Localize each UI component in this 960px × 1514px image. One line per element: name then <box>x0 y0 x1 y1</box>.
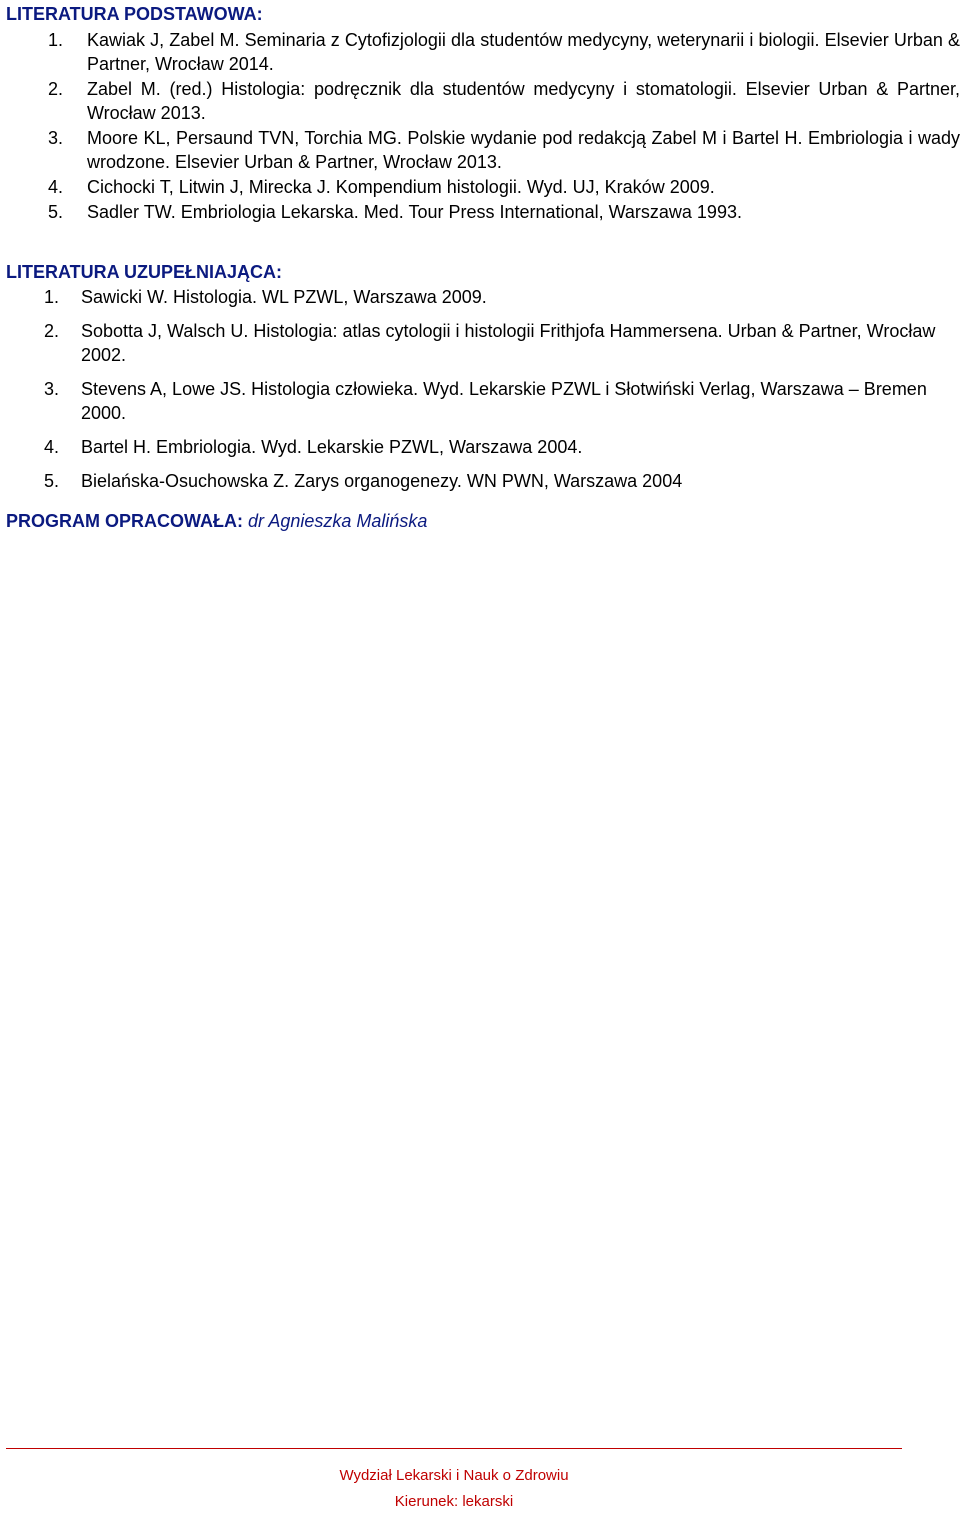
primary-literature-heading: LITERATURA PODSTAWOWA: <box>6 4 263 24</box>
supplementary-literature-heading: LITERATURA UZUPEŁNIAJĄCA: <box>6 262 282 282</box>
supplementary-literature-list <box>44 285 960 503</box>
list-item-number: 2. <box>44 321 60 341</box>
list-item-text: Bielańska-Osuchowska Z. Zarys organogenezy. WN PWN, Warszawa 2004 <box>81 471 683 491</box>
list-item-number: 2. <box>48 79 64 99</box>
list-item <box>44 319 960 367</box>
list-item-number: 1. <box>44 287 60 307</box>
primary-literature-list <box>48 28 960 225</box>
list-item <box>48 175 960 199</box>
list-item <box>48 126 960 174</box>
list-item <box>44 435 960 459</box>
program-author-label: PROGRAM OPRACOWAŁA: <box>6 511 243 531</box>
list-item-number: 4. <box>44 437 60 457</box>
program-author-name: dr Agnieszka Malińska <box>248 511 428 531</box>
list-item <box>44 285 960 309</box>
list-item-number: 3. <box>44 379 60 399</box>
list-item-text: Sobotta J, Walsch U. Histologia: atlas cytologii i histologii Frithjofa Hammersena. Urban & Partner, Wrocław 2002. <box>81 321 936 365</box>
list-item-text: Zabel M. (red.) Histologia: podręcznik dla studentów medycyny i stomatologii. Elsevier Urban & Partner, Wrocław 2013. <box>87 79 960 123</box>
list-item-number: 1. <box>48 30 64 50</box>
list-item-number: 4. <box>48 177 64 197</box>
list-item <box>48 28 960 76</box>
list-item <box>44 469 960 493</box>
list-item-number: 5. <box>44 471 60 491</box>
list-item-text: Kawiak J, Zabel M. Seminaria z Cytofizjologii dla studentów medycyny, weterynarii i biologii. Elsevier Urban & Partner, Wrocław 2014. <box>87 30 960 74</box>
footer-divider <box>6 1448 902 1449</box>
list-item-text: Moore KL, Persaund TVN, Torchia MG. Polskie wydanie pod redakcją Zabel M i Bartel H. Embriologia i wady wrodzone. Elsevier Urban & Partner, Wrocław 2013. <box>87 128 960 172</box>
list-item <box>48 200 960 224</box>
list-item-number: 5. <box>48 202 64 222</box>
list-item <box>48 77 960 125</box>
list-item-number: 3. <box>48 128 64 148</box>
footer-faculty: Wydział Lekarski i Nauk o Zdrowiu <box>339 1467 569 1484</box>
list-item-text: Sadler TW. Embriologia Lekarska. Med. Tour Press International, Warszawa 1993. <box>87 202 742 222</box>
list-item-text: Stevens A, Lowe JS. Histologia człowieka. Wyd. Lekarskie PZWL i Słotwiński Verlag, Warszawa – Bremen 2000. <box>81 379 927 423</box>
list-item-text: Bartel H. Embriologia. Wyd. Lekarskie PZWL, Warszawa 2004. <box>81 437 583 457</box>
footer-field-of-study: Kierunek: lekarski <box>394 1493 514 1510</box>
list-item-text: Cichocki T, Litwin J, Mirecka J. Kompendium histologii. Wyd. UJ, Kraków 2009. <box>87 177 715 197</box>
list-item <box>44 377 960 425</box>
program-author-line <box>6 509 427 533</box>
list-item-text: Sawicki W. Histologia. WL PZWL, Warszawa 2009. <box>81 287 487 307</box>
